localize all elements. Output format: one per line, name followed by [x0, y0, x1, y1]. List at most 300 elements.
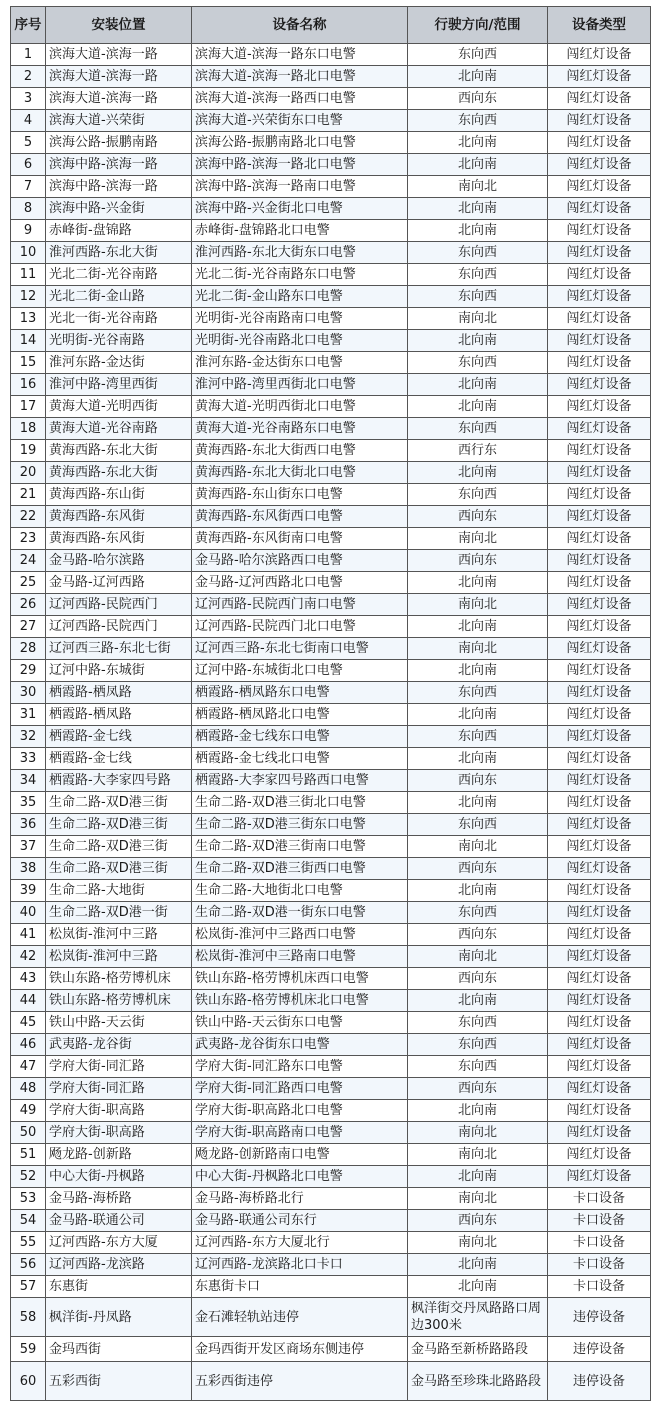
table-row [11, 682, 651, 704]
cell-location: 黄海西路-东山街 [46, 484, 192, 506]
cell-device-name: 淮河东路-金达街东口电警 [192, 352, 408, 374]
cell-index: 52 [11, 1166, 46, 1188]
cell-device-type: 闯红灯设备 [548, 660, 651, 682]
cell-device-type: 闯红灯设备 [548, 66, 651, 88]
cell-location: 栖霞路-栖凤路 [46, 704, 192, 726]
cell-location: 赤峰街-盘锦路 [46, 220, 192, 242]
cell-device-name: 滨海大道-兴荣街东口电警 [192, 110, 408, 132]
cell-index: 17 [11, 396, 46, 418]
cell-index: 50 [11, 1122, 46, 1144]
cell-location: 黄海大道-光明西街 [46, 396, 192, 418]
cell-index: 8 [11, 198, 46, 220]
table-row [11, 418, 651, 440]
cell-device-type: 卡口设备 [548, 1276, 651, 1298]
cell-device-name: 辽河西路-民院西门南口电警 [192, 594, 408, 616]
cell-device-name: 滨海大道-滨海一路西口电警 [192, 88, 408, 110]
cell-device-name: 黄海西路-东北大街北口电警 [192, 462, 408, 484]
cell-direction: 金马路至珍珠北路路段 [408, 1362, 548, 1401]
cell-index: 32 [11, 726, 46, 748]
cell-device-type: 闯红灯设备 [548, 44, 651, 66]
cell-device-name: 学府大街-同汇路东口电警 [192, 1056, 408, 1078]
cell-direction: 北向南 [408, 396, 548, 418]
cell-device-name: 光明街-光谷南路南口电警 [192, 308, 408, 330]
cell-device-name: 铁山中路-天云街东口电警 [192, 1012, 408, 1034]
table-row [11, 946, 651, 968]
cell-location: 黄海西路-东北大街 [46, 440, 192, 462]
cell-device-type: 闯红灯设备 [548, 814, 651, 836]
cell-device-type: 闯红灯设备 [548, 198, 651, 220]
cell-location: 枫洋街-丹凤路 [46, 1298, 192, 1337]
cell-location: 东惠街 [46, 1276, 192, 1298]
cell-index: 46 [11, 1034, 46, 1056]
table-row [11, 462, 651, 484]
cell-device-type: 闯红灯设备 [548, 242, 651, 264]
cell-direction: 东向西 [408, 1034, 548, 1056]
cell-device-type: 闯红灯设备 [548, 1012, 651, 1034]
cell-device-type: 闯红灯设备 [548, 990, 651, 1012]
cell-location: 辽河西路-民院西门 [46, 616, 192, 638]
cell-index: 11 [11, 264, 46, 286]
cell-index: 43 [11, 968, 46, 990]
cell-direction: 北向南 [408, 132, 548, 154]
cell-device-name: 滨海中路-滨海一路北口电警 [192, 154, 408, 176]
cell-location: 淮河西路-东北大街 [46, 242, 192, 264]
cell-index: 51 [11, 1144, 46, 1166]
cell-index: 1 [11, 44, 46, 66]
table-row [11, 242, 651, 264]
table-row [11, 572, 651, 594]
table-row [11, 550, 651, 572]
cell-location: 金马路-哈尔滨路 [46, 550, 192, 572]
cell-device-name: 五彩西街违停 [192, 1362, 408, 1401]
cell-index: 3 [11, 88, 46, 110]
cell-direction: 南向北 [408, 528, 548, 550]
table-row [11, 396, 651, 418]
cell-location: 武夷路-龙谷街 [46, 1034, 192, 1056]
cell-device-name: 金石滩轻轨站违停 [192, 1298, 408, 1337]
cell-location: 淮河中路-湾里西街 [46, 374, 192, 396]
cell-device-name: 黄海大道-光谷南路东口电警 [192, 418, 408, 440]
cell-device-name: 光北二街-光谷南路东口电警 [192, 264, 408, 286]
cell-direction: 北向南 [408, 704, 548, 726]
cell-location: 滨海中路-滨海一路 [46, 154, 192, 176]
cell-device-name: 黄海大道-光明西街北口电警 [192, 396, 408, 418]
cell-device-type: 闯红灯设备 [548, 770, 651, 792]
cell-index: 41 [11, 924, 46, 946]
cell-device-type: 闯红灯设备 [548, 528, 651, 550]
cell-location: 滨海中路-滨海一路 [46, 176, 192, 198]
cell-device-name: 栖霞路-金七线北口电警 [192, 748, 408, 770]
cell-device-name: 松岚街-淮河中三路南口电警 [192, 946, 408, 968]
cell-device-type: 闯红灯设备 [548, 638, 651, 660]
cell-device-type: 闯红灯设备 [548, 110, 651, 132]
cell-device-type: 闯红灯设备 [548, 572, 651, 594]
table-row [11, 902, 651, 924]
cell-index: 48 [11, 1078, 46, 1100]
cell-device-type: 卡口设备 [548, 1210, 651, 1232]
cell-device-type: 闯红灯设备 [548, 946, 651, 968]
cell-device-type: 闯红灯设备 [548, 1078, 651, 1100]
cell-device-type: 闯红灯设备 [548, 880, 651, 902]
cell-device-type: 闯红灯设备 [548, 506, 651, 528]
cell-index: 60 [11, 1362, 46, 1401]
table-row [11, 1254, 651, 1276]
cell-location: 学府大街-同汇路 [46, 1078, 192, 1100]
cell-device-type: 闯红灯设备 [548, 682, 651, 704]
cell-direction: 北向南 [408, 792, 548, 814]
cell-direction: 西向东 [408, 88, 548, 110]
table-body [11, 44, 651, 1401]
cell-device-type: 闯红灯设备 [548, 550, 651, 572]
cell-direction: 西向东 [408, 550, 548, 572]
cell-location: 生命二路-双D港三街 [46, 858, 192, 880]
cell-location: 生命二路-双D港三街 [46, 836, 192, 858]
header-index: 序号 [11, 7, 46, 44]
cell-direction: 南向北 [408, 836, 548, 858]
table-row [11, 286, 651, 308]
cell-index: 4 [11, 110, 46, 132]
cell-index: 35 [11, 792, 46, 814]
table-row [11, 1188, 651, 1210]
cell-device-name: 栖霞路-栖凤路北口电警 [192, 704, 408, 726]
cell-index: 39 [11, 880, 46, 902]
cell-device-type: 违停设备 [548, 1298, 651, 1337]
cell-device-name: 金马路-联通公司东行 [192, 1210, 408, 1232]
table-row [11, 792, 651, 814]
cell-index: 28 [11, 638, 46, 660]
cell-index: 42 [11, 946, 46, 968]
cell-device-name: 生命二路-大地街北口电警 [192, 880, 408, 902]
cell-index: 56 [11, 1254, 46, 1276]
cell-device-type: 闯红灯设备 [548, 1056, 651, 1078]
table-row [11, 374, 651, 396]
cell-direction: 北向南 [408, 990, 548, 1012]
cell-device-name: 赤峰街-盘锦路北口电警 [192, 220, 408, 242]
cell-index: 54 [11, 1210, 46, 1232]
table-row [11, 528, 651, 550]
table-row [11, 66, 651, 88]
table-row [11, 1232, 651, 1254]
table-row [11, 748, 651, 770]
cell-device-name: 淮河西路-东北大街东口电警 [192, 242, 408, 264]
table-row [11, 726, 651, 748]
cell-index: 40 [11, 902, 46, 924]
cell-device-name: 生命二路-双D港三街北口电警 [192, 792, 408, 814]
cell-index: 47 [11, 1056, 46, 1078]
cell-index: 5 [11, 132, 46, 154]
header-location: 安装位置 [46, 7, 192, 44]
table-row [11, 1100, 651, 1122]
cell-device-type: 闯红灯设备 [548, 374, 651, 396]
cell-device-name: 生命二路-双D港三街南口电警 [192, 836, 408, 858]
cell-device-type: 闯红灯设备 [548, 836, 651, 858]
cell-direction: 南向北 [408, 1232, 548, 1254]
cell-index: 14 [11, 330, 46, 352]
cell-device-name: 学府大街-职高路南口电警 [192, 1122, 408, 1144]
cell-device-type: 违停设备 [548, 1362, 651, 1401]
cell-index: 7 [11, 176, 46, 198]
cell-device-name: 辽河中路-东城街北口电警 [192, 660, 408, 682]
cell-device-type: 闯红灯设备 [548, 154, 651, 176]
cell-device-type: 闯红灯设备 [548, 88, 651, 110]
cell-location: 栖霞路-大李家四号路 [46, 770, 192, 792]
header-row [11, 7, 651, 44]
cell-location: 黄海西路-东风街 [46, 506, 192, 528]
cell-direction: 西向东 [408, 506, 548, 528]
table-row [11, 264, 651, 286]
device-table [10, 6, 651, 1401]
table-row [11, 836, 651, 858]
cell-device-name: 淮河中路-湾里西街北口电警 [192, 374, 408, 396]
cell-index: 19 [11, 440, 46, 462]
cell-device-name: 辽河西路-龙滨路北口卡口 [192, 1254, 408, 1276]
cell-index: 13 [11, 308, 46, 330]
cell-device-name: 辽河西路-民院西门北口电警 [192, 616, 408, 638]
table-row [11, 220, 651, 242]
cell-device-name: 金马路-哈尔滨路西口电警 [192, 550, 408, 572]
cell-index: 37 [11, 836, 46, 858]
cell-device-type: 闯红灯设备 [548, 968, 651, 990]
table-row [11, 154, 651, 176]
cell-index: 44 [11, 990, 46, 1012]
cell-index: 10 [11, 242, 46, 264]
table-row [11, 770, 651, 792]
cell-location: 金玛西街 [46, 1337, 192, 1362]
cell-index: 21 [11, 484, 46, 506]
cell-location: 生命二路-双D港三街 [46, 792, 192, 814]
cell-location: 光明街-光谷南路 [46, 330, 192, 352]
table-row [11, 1078, 651, 1100]
cell-index: 9 [11, 220, 46, 242]
cell-location: 铁山中路-天云街 [46, 1012, 192, 1034]
table-row [11, 484, 651, 506]
cell-device-name: 栖霞路-栖凤路东口电警 [192, 682, 408, 704]
cell-location: 中心大街-丹枫路 [46, 1166, 192, 1188]
cell-direction: 东向西 [408, 242, 548, 264]
cell-direction: 东向西 [408, 352, 548, 374]
cell-location: 栖霞路-栖凤路 [46, 682, 192, 704]
cell-index: 55 [11, 1232, 46, 1254]
table-row [11, 440, 651, 462]
cell-device-type: 闯红灯设备 [548, 286, 651, 308]
cell-device-name: 飏龙路-创新路南口电警 [192, 1144, 408, 1166]
cell-location: 飏龙路-创新路 [46, 1144, 192, 1166]
cell-location: 黄海西路-东风街 [46, 528, 192, 550]
cell-direction: 南向北 [408, 176, 548, 198]
cell-index: 53 [11, 1188, 46, 1210]
table-row [11, 1056, 651, 1078]
cell-direction: 东向西 [408, 110, 548, 132]
cell-location: 学府大街-职高路 [46, 1122, 192, 1144]
cell-device-name: 光北二街-金山路东口电警 [192, 286, 408, 308]
cell-direction: 北向南 [408, 1166, 548, 1188]
cell-location: 松岚街-淮河中三路 [46, 946, 192, 968]
cell-device-name: 黄海西路-东风街南口电警 [192, 528, 408, 550]
cell-device-type: 闯红灯设备 [548, 220, 651, 242]
cell-direction: 北向南 [408, 462, 548, 484]
cell-index: 30 [11, 682, 46, 704]
cell-device-type: 闯红灯设备 [548, 924, 651, 946]
cell-device-name: 中心大街-丹枫路北口电警 [192, 1166, 408, 1188]
cell-device-name: 学府大街-职高路北口电警 [192, 1100, 408, 1122]
table-row [11, 1166, 651, 1188]
cell-location: 淮河东路-金达街 [46, 352, 192, 374]
table-row [11, 176, 651, 198]
cell-device-name: 滨海大道-滨海一路东口电警 [192, 44, 408, 66]
cell-device-name: 武夷路-龙谷街东口电警 [192, 1034, 408, 1056]
cell-direction: 南向北 [408, 946, 548, 968]
header-direction: 行驶方向/范围 [408, 7, 548, 44]
cell-index: 45 [11, 1012, 46, 1034]
cell-direction: 东向西 [408, 44, 548, 66]
cell-index: 20 [11, 462, 46, 484]
cell-direction: 南向北 [408, 638, 548, 660]
cell-location: 光北一街-光谷南路 [46, 308, 192, 330]
cell-device-type: 闯红灯设备 [548, 616, 651, 638]
table-row [11, 924, 651, 946]
cell-device-type: 闯红灯设备 [548, 418, 651, 440]
cell-direction: 东向西 [408, 726, 548, 748]
cell-device-type: 闯红灯设备 [548, 396, 651, 418]
table-row [11, 330, 651, 352]
cell-direction: 北向南 [408, 220, 548, 242]
cell-index: 23 [11, 528, 46, 550]
cell-direction: 北向南 [408, 1254, 548, 1276]
cell-direction: 北向南 [408, 1276, 548, 1298]
cell-device-type: 闯红灯设备 [548, 1166, 651, 1188]
cell-direction: 北向南 [408, 616, 548, 638]
table-row [11, 1337, 651, 1362]
cell-direction: 北向南 [408, 748, 548, 770]
cell-location: 生命二路-双D港三街 [46, 814, 192, 836]
cell-device-type: 卡口设备 [548, 1188, 651, 1210]
cell-device-type: 闯红灯设备 [548, 1122, 651, 1144]
cell-direction: 东向西 [408, 286, 548, 308]
cell-direction: 北向南 [408, 660, 548, 682]
cell-index: 15 [11, 352, 46, 374]
table-row [11, 506, 651, 528]
cell-location: 金马路-联通公司 [46, 1210, 192, 1232]
table-row [11, 198, 651, 220]
cell-location: 滨海大道-滨海一路 [46, 88, 192, 110]
cell-location: 光北二街-光谷南路 [46, 264, 192, 286]
cell-direction: 东向西 [408, 264, 548, 286]
cell-device-name: 铁山东路-格劳博机床西口电警 [192, 968, 408, 990]
cell-index: 38 [11, 858, 46, 880]
cell-direction: 东向西 [408, 1012, 548, 1034]
cell-device-name: 黄海西路-东山街东口电警 [192, 484, 408, 506]
header-device-name: 设备名称 [192, 7, 408, 44]
table-row [11, 880, 651, 902]
cell-location: 学府大街-职高路 [46, 1100, 192, 1122]
cell-direction: 北向南 [408, 66, 548, 88]
cell-device-type: 闯红灯设备 [548, 308, 651, 330]
cell-index: 2 [11, 66, 46, 88]
cell-location: 铁山东路-格劳博机床 [46, 990, 192, 1012]
cell-device-name: 生命二路-双D港三街西口电警 [192, 858, 408, 880]
cell-device-type: 闯红灯设备 [548, 352, 651, 374]
cell-location: 滨海大道-滨海一路 [46, 44, 192, 66]
cell-device-type: 闯红灯设备 [548, 594, 651, 616]
cell-direction: 南向北 [408, 1122, 548, 1144]
cell-direction: 西向东 [408, 968, 548, 990]
cell-index: 6 [11, 154, 46, 176]
cell-device-type: 闯红灯设备 [548, 176, 651, 198]
cell-index: 25 [11, 572, 46, 594]
table-row [11, 704, 651, 726]
cell-direction: 西向东 [408, 770, 548, 792]
table-row [11, 1034, 651, 1056]
cell-device-name: 松岚街-淮河中三路西口电警 [192, 924, 408, 946]
cell-direction: 西向东 [408, 1078, 548, 1100]
cell-location: 滨海大道-兴荣街 [46, 110, 192, 132]
cell-location: 五彩西街 [46, 1362, 192, 1401]
cell-location: 黄海西路-东北大街 [46, 462, 192, 484]
cell-direction: 东向西 [408, 682, 548, 704]
cell-location: 辽河西三路-东北七街 [46, 638, 192, 660]
cell-direction: 枫洋街交丹凤路路口周边300米 [408, 1298, 548, 1337]
cell-location: 辽河西路-东方大厦 [46, 1232, 192, 1254]
table-row [11, 638, 651, 660]
table-row [11, 594, 651, 616]
cell-location: 辽河西路-民院西门 [46, 594, 192, 616]
cell-index: 27 [11, 616, 46, 638]
cell-location: 光北二街-金山路 [46, 286, 192, 308]
cell-device-name: 辽河西三路-东北七街南口电警 [192, 638, 408, 660]
cell-direction: 北向南 [408, 1100, 548, 1122]
cell-location: 松岚街-淮河中三路 [46, 924, 192, 946]
cell-direction: 西向东 [408, 858, 548, 880]
cell-device-type: 闯红灯设备 [548, 1100, 651, 1122]
table-row [11, 308, 651, 330]
cell-direction: 西向东 [408, 924, 548, 946]
cell-direction: 东向西 [408, 484, 548, 506]
table-row [11, 88, 651, 110]
cell-device-name: 生命二路-双D港三街东口电警 [192, 814, 408, 836]
cell-device-type: 闯红灯设备 [548, 748, 651, 770]
cell-index: 57 [11, 1276, 46, 1298]
cell-index: 18 [11, 418, 46, 440]
cell-index: 22 [11, 506, 46, 528]
cell-direction: 南向北 [408, 308, 548, 330]
cell-device-type: 卡口设备 [548, 1254, 651, 1276]
table-row [11, 44, 651, 66]
cell-direction: 南向北 [408, 1188, 548, 1210]
table-row [11, 968, 651, 990]
cell-direction: 金马路至新桥路路段 [408, 1337, 548, 1362]
cell-index: 24 [11, 550, 46, 572]
cell-location: 辽河中路-东城街 [46, 660, 192, 682]
cell-device-name: 学府大街-同汇路西口电警 [192, 1078, 408, 1100]
header-device-type: 设备类型 [548, 7, 651, 44]
table-row [11, 1210, 651, 1232]
table-row [11, 132, 651, 154]
table-row [11, 1012, 651, 1034]
cell-direction: 东向西 [408, 418, 548, 440]
cell-index: 36 [11, 814, 46, 836]
cell-device-name: 栖霞路-金七线东口电警 [192, 726, 408, 748]
cell-direction: 北向南 [408, 330, 548, 352]
cell-device-type: 闯红灯设备 [548, 726, 651, 748]
table-row [11, 616, 651, 638]
table-row [11, 660, 651, 682]
cell-direction: 南向北 [408, 594, 548, 616]
cell-device-name: 滨海公路-振鹏南路北口电警 [192, 132, 408, 154]
cell-device-name: 铁山东路-格劳博机床北口电警 [192, 990, 408, 1012]
cell-device-type: 闯红灯设备 [548, 462, 651, 484]
cell-direction: 北向南 [408, 880, 548, 902]
cell-device-name: 光明街-光谷南路北口电警 [192, 330, 408, 352]
